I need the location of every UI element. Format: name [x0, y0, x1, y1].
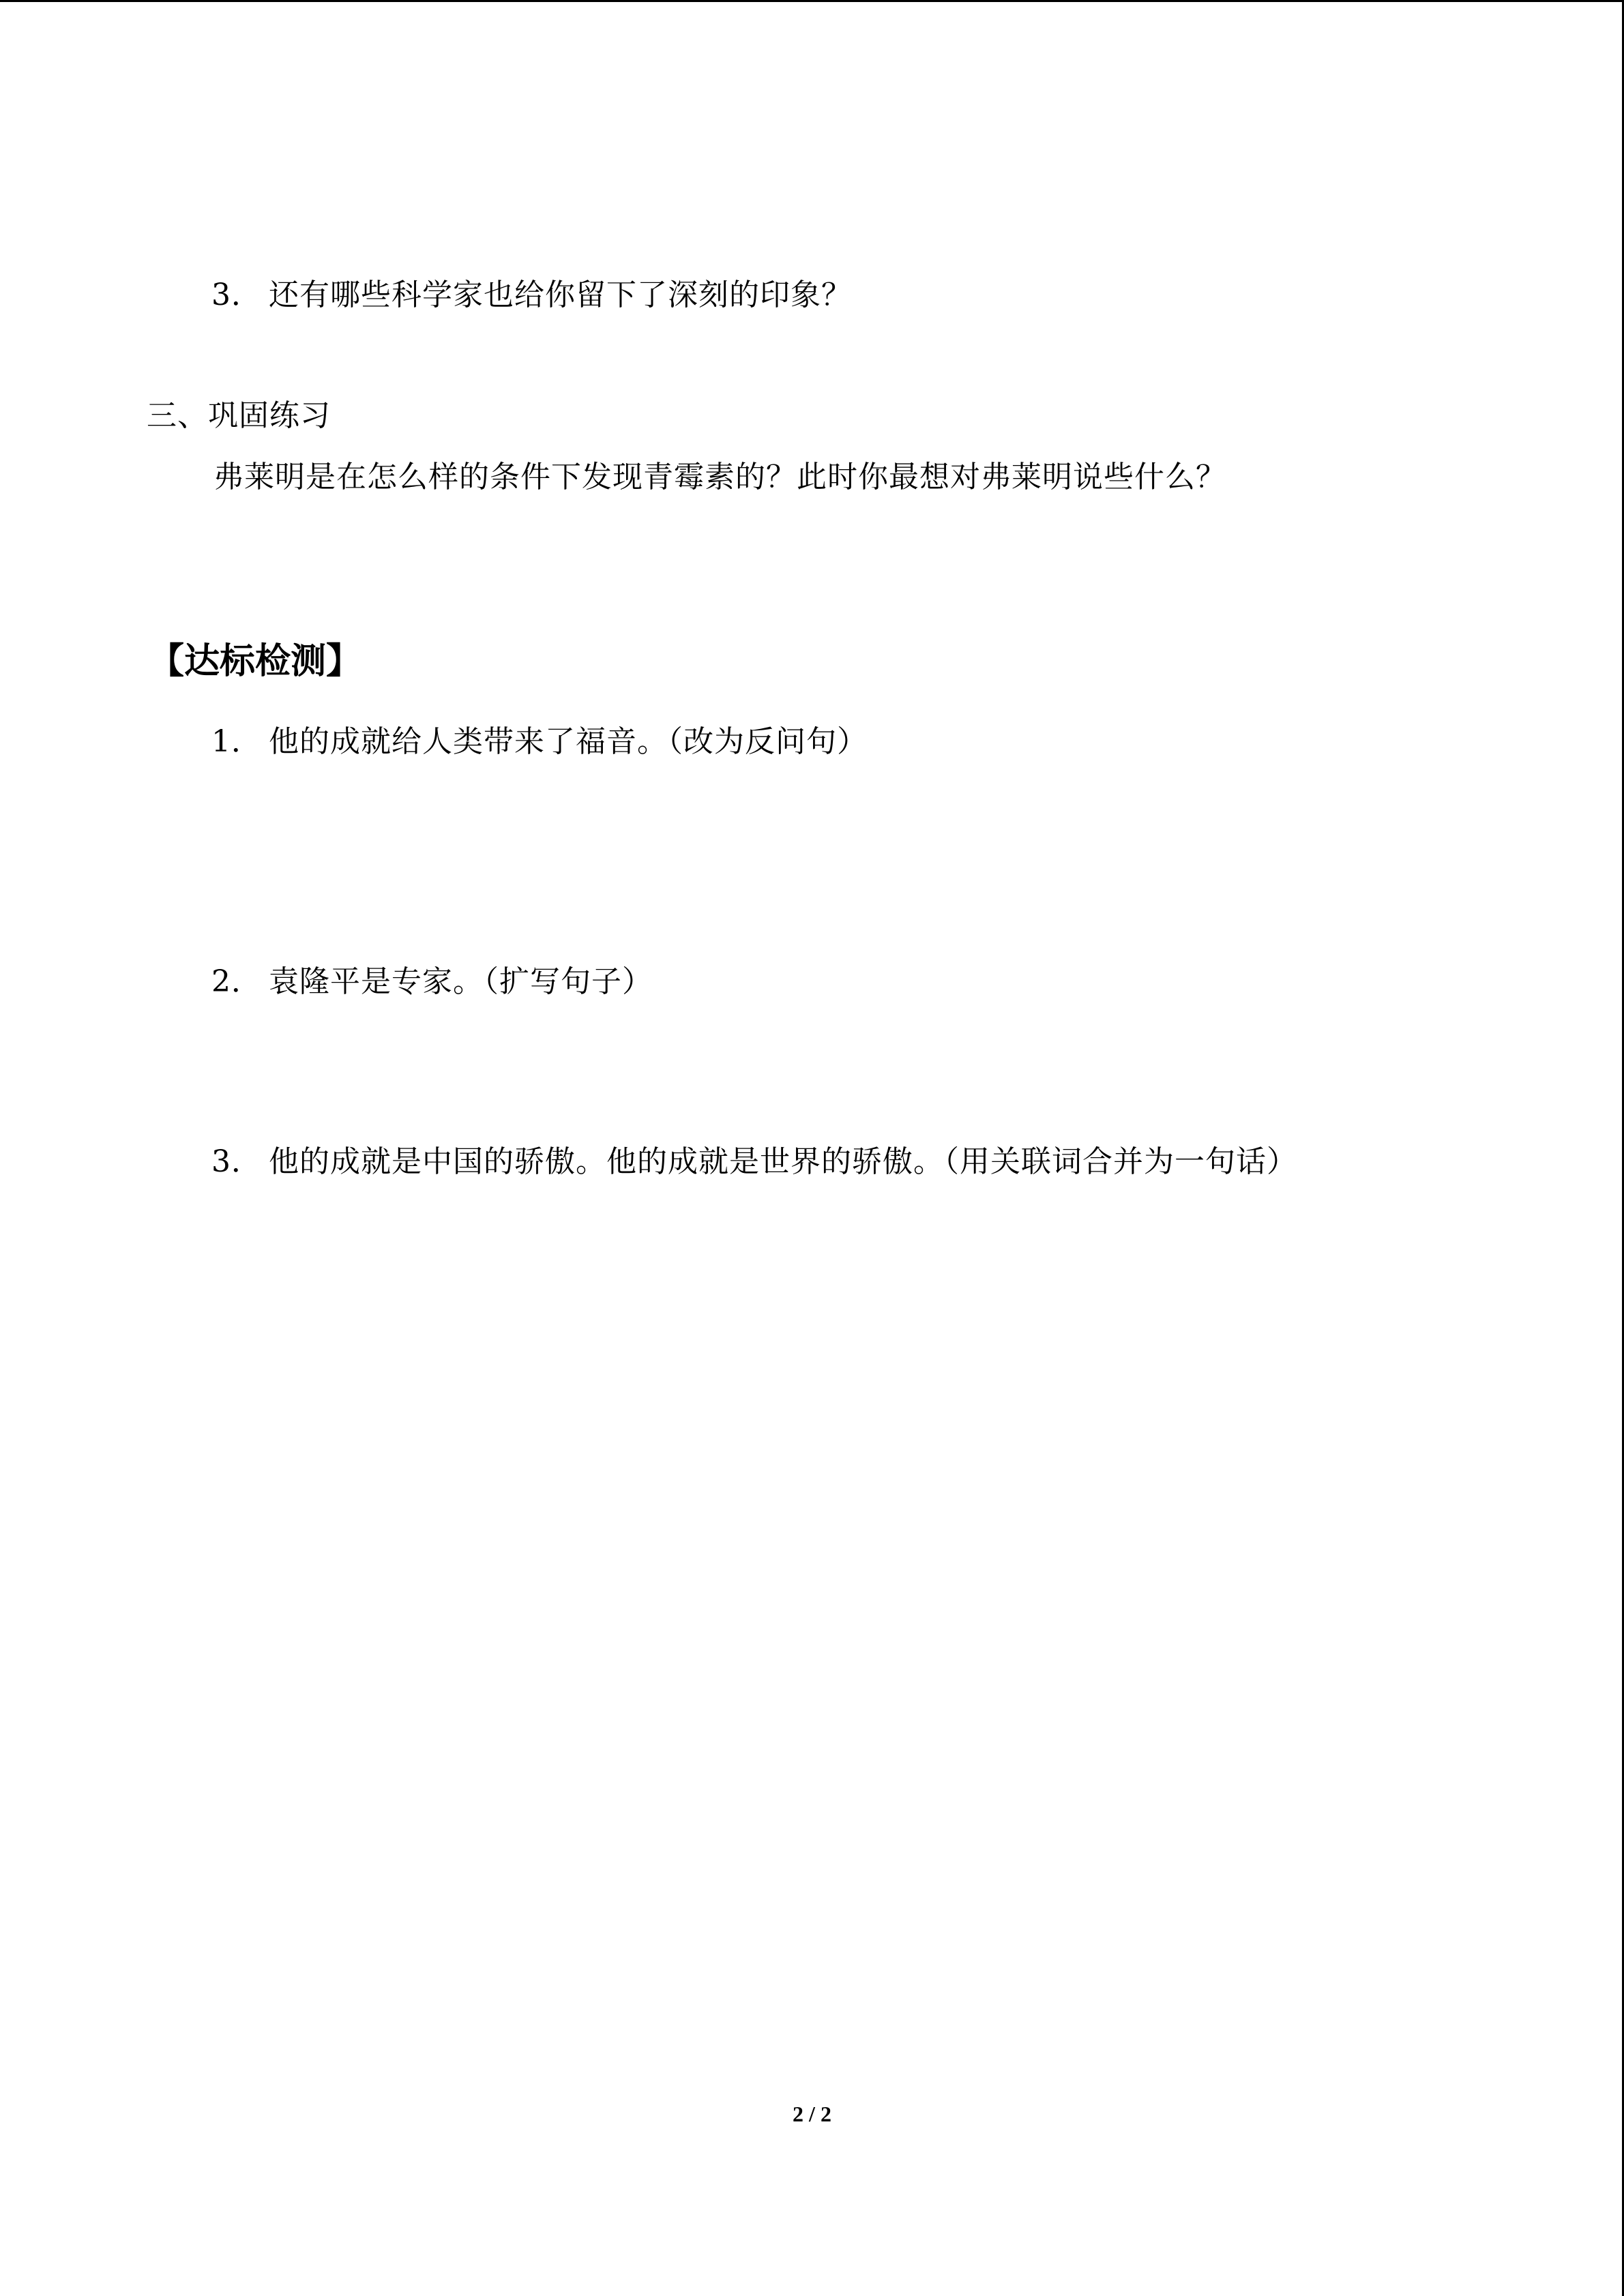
- section-title-consolidation: 三、巩固练习: [147, 398, 331, 433]
- question-text: 还有哪些科学家也给你留下了深刻的印象？: [269, 278, 852, 312]
- item-number: 1．: [211, 724, 262, 759]
- assessment-heading: 【达标检测】: [149, 641, 362, 682]
- page-number: 2 / 2: [793, 2102, 831, 2126]
- consolidation-question: 弗莱明是在怎么样的条件下发现青霉素的？此时你最想对弗莱明说些什么？: [213, 460, 1226, 494]
- assessment-item-2: [211, 961, 653, 1002]
- item-text: 他的成就给人类带来了福音。（改为反问句）: [269, 724, 868, 759]
- assessment-item-1: [211, 721, 868, 762]
- top-border: [0, 0, 1624, 2]
- item-number: 2．: [211, 964, 262, 999]
- question-number: 3．: [211, 278, 262, 312]
- item-text: 他的成就是中国的骄傲。他的成就是世界的骄傲。（用关联词合并为一句话）: [269, 1144, 1297, 1179]
- assessment-item-3: [211, 1142, 1297, 1182]
- item-number: 3．: [211, 1144, 262, 1179]
- question-scientists: [211, 275, 852, 316]
- item-text: 袁隆平是专家。（扩写句子）: [269, 964, 653, 999]
